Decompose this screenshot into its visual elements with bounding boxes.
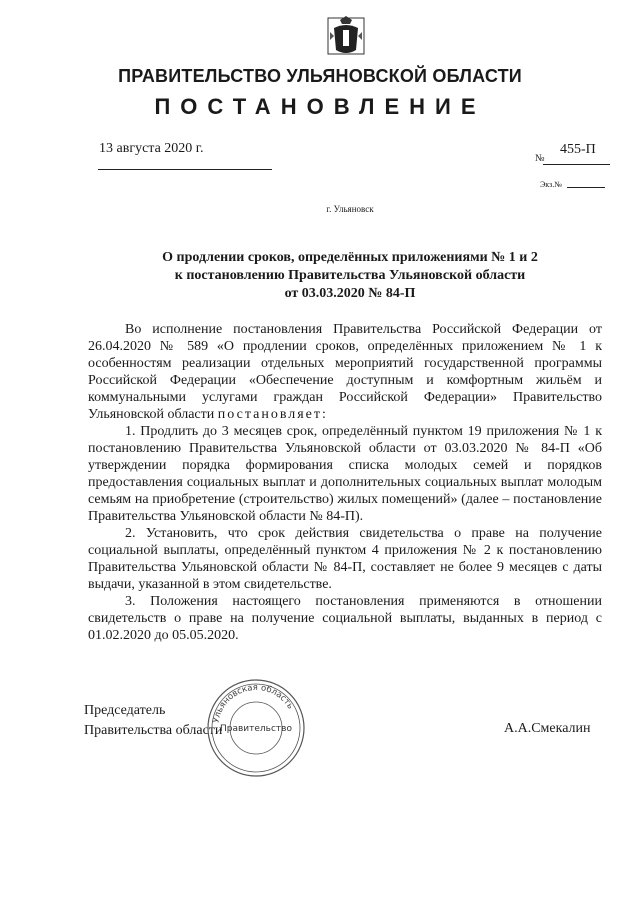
document-type: ПОСТАНОВЛЕНИЕ (154, 94, 486, 119)
seal-ring-text: Ульяновская область (211, 682, 296, 724)
resolves-word: постановляет: (217, 407, 328, 422)
title-line: к постановлению Правительства Ульяновской области (174, 268, 526, 283)
document-number: 455-П (560, 142, 596, 157)
organization-name: ПРАВИТЕЛЬСТВО УЛЬЯНОВСКОЙ ОБЛАСТИ (118, 66, 522, 86)
document-title (0, 249, 640, 303)
title-line: от 03.03.2020 № 84-П (284, 286, 416, 301)
title-line: О продлении сроков, определённых приложениями № 1 и 2 (162, 250, 538, 265)
number-sign: № (535, 153, 545, 164)
item-2: 2. Установить, что срок действия свидетельства о праве на получение социальной выплаты, определённый пунктом 4 приложения № 2 к постановлению Правительства Ульяновской области № 84-П, составляет не более 9 месяцев с даты выдачи, указанной в этом свидетельстве. (88, 526, 602, 592)
document-body (88, 321, 602, 644)
document-date: 13 августа 2020 г. (99, 141, 204, 156)
number-underline (543, 164, 610, 165)
position-line: Председатель (84, 703, 166, 718)
city: г. Ульяновск (326, 204, 374, 214)
preamble-paragraph (88, 321, 602, 423)
item-1: 1. Продлить до 3 месяцев срок, определённый пунктом 19 приложения № 1 к постановлению Правительства Ульяновской области от 03.03.2020 № 84-П «Об утверждении порядка формирования списка молодых семей и порядков предоставления социальных выплат и дополнительных социальных выплат молодым семьям на приобретение (строительство) жилых помещений» (далее – постановление Правительства Ульяновской области № 84-П). (88, 424, 602, 524)
date-underline (98, 169, 272, 170)
copy-number-underline (567, 187, 605, 188)
coat-of-arms-icon (326, 14, 366, 58)
copy-number-label: Экз.№ (540, 180, 562, 189)
official-seal (205, 677, 307, 779)
preamble-text: Во исполнение постановления Правительства Российской Федерации от 26.04.2020 № 589 «О продлении сроков, определённых приложением № 1 к особенностям реализации отдельных мероприятий государственной программы Российской Федерации «Обеспечение доступным и комфортным жильём и коммунальными услугами граждан Российской Федерации» Правительство Ульяновской области (88, 322, 602, 422)
signatory-name: А.А.Смекалин (504, 721, 591, 736)
signatory-position (84, 701, 222, 741)
seal-center-text: Правительство (220, 724, 292, 734)
item-3: 3. Положения настоящего постановления применяются в отношении свидетельств о праве на получение социальной выплаты, выданных в период с 01.02.2020 до 05.05.2020. (88, 594, 602, 643)
position-line: Правительства области (84, 723, 223, 738)
svg-text:Ульяновская область (211, 683, 295, 724)
